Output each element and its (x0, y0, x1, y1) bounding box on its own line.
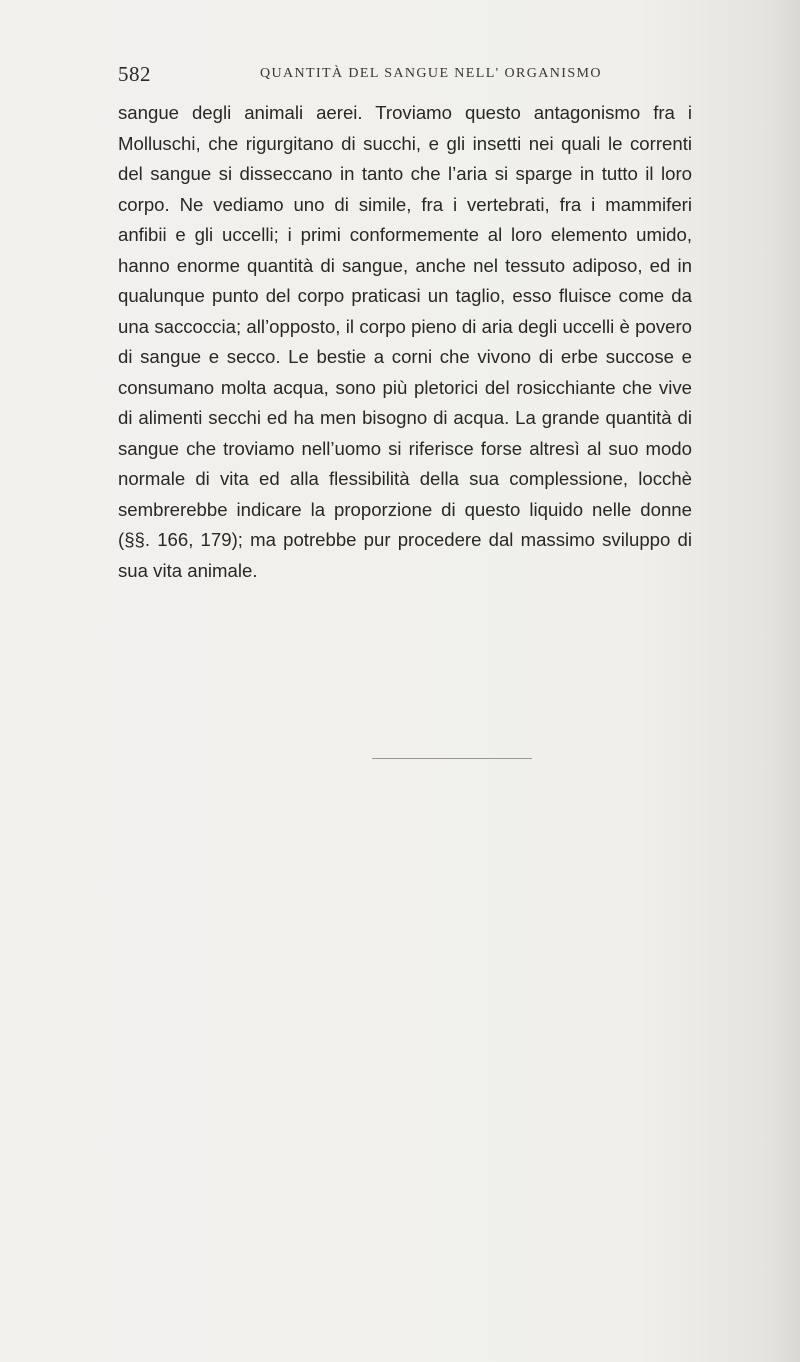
body-paragraph: sangue degli animali aerei. Troviamo questo antagonismo fra i Molluschi, che rigurgitano di succhi, e gli insetti nei quali le correnti del sangue si disseccano in tanto che l’aria si sparge in tutto il loro corpo. Ne vediamo uno di simile, fra i vertebrati, fra i mammiferi anfibii e gli uccelli; i primi conformemente al loro elemento umido, hanno enorme quantità di sangue, anche nel tessuto adiposo, ed in qualunque punto del corpo praticasi un taglio, esso fluisce come da una saccoccia; all’opposto, il corpo pieno di aria degli uccelli è povero di sangue e secco. Le bestie a corni che vivono di erbe succose e consumano molta acqua, sono più pletorici del rosicchiante che vive di alimenti secchi ed ha men bisogno di acqua. La grande quantità di sangue che troviamo nell’uomo si riferisce forse altresì al suo modo normale di vita ed alla flessibilità della sua complessione, locchè sembrerebbe indicare la proporzione di questo liquido nelle donne (§§. 166, 179); ma potrebbe pur procedere dal massimo sviluppo di sua vita animale. (118, 102, 692, 581)
separator-rule (372, 758, 532, 759)
running-head: QUANTITÀ DEL SANGUE NELL' ORGANISMO (260, 66, 602, 81)
page-header (118, 62, 698, 88)
page-number: 582 (118, 62, 151, 86)
